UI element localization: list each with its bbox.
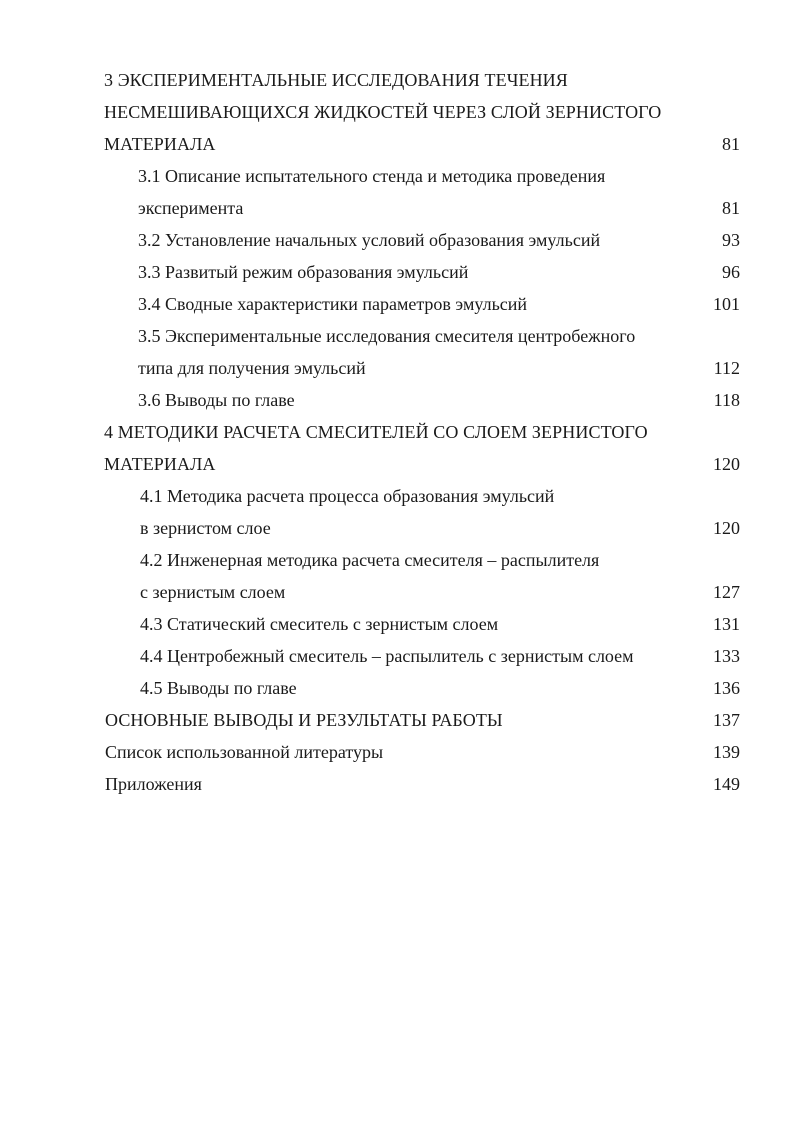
toc-section-4-4-page: 133 <box>713 646 740 666</box>
toc-section-4-1-title-2: в зернистом слое <box>140 518 271 538</box>
toc-appendices-page: 149 <box>713 774 740 794</box>
toc-section-4-2-line-2 <box>0 576 798 608</box>
toc-section-4-1-line-1 <box>0 480 798 512</box>
toc-section-3-1-title-2: эксперимента <box>138 198 244 218</box>
toc-chapter-3-title-3: МАТЕРИАЛА <box>104 134 216 154</box>
toc-section-3-3 <box>0 256 798 288</box>
toc-section-3-6-page: 118 <box>713 390 740 410</box>
table-of-contents <box>0 64 798 800</box>
toc-chapter-3-line-3 <box>0 128 798 160</box>
toc-section-3-1-page: 81 <box>722 198 740 218</box>
toc-section-3-6 <box>0 384 798 416</box>
toc-appendices-title: Приложения <box>105 774 202 794</box>
toc-section-4-3-title: 4.3 Статический смеситель с зернистым слоем <box>140 614 499 634</box>
toc-chapter-4-line-1 <box>0 416 798 448</box>
toc-chapter-4-title-2: МАТЕРИАЛА <box>104 454 216 474</box>
toc-chapter-3-title-1: 3 ЭКСПЕРИМЕНТАЛЬНЫЕ ИССЛЕДОВАНИЯ ТЕЧЕНИЯ <box>104 70 568 90</box>
toc-section-4-2-title-2: с зернистым слоем <box>140 582 286 602</box>
toc-section-4-2-title-1: 4.2 Инженерная методика расчета смесителя – распылителя <box>140 550 600 570</box>
toc-section-4-2-line-1 <box>0 544 798 576</box>
toc-chapter-3-page: 81 <box>722 134 740 154</box>
toc-conclusions-page: 137 <box>713 710 740 730</box>
toc-section-4-1-title-1: 4.1 Методика расчета процесса образования эмульсий <box>140 486 555 506</box>
toc-section-4-5-title: 4.5 Выводы по главе <box>140 678 297 698</box>
toc-chapter-3-title-2: НЕСМЕШИВАЮЩИХСЯ ЖИДКОСТЕЙ ЧЕРЕЗ СЛОЙ ЗЕРНИСТОГО <box>104 102 662 122</box>
toc-chapter-4-page: 120 <box>713 454 740 474</box>
toc-section-4-2-page: 127 <box>713 582 740 602</box>
toc-section-4-5 <box>0 672 798 704</box>
toc-section-3-5-title-2: типа для получения эмульсий <box>138 358 366 378</box>
toc-section-3-4-page: 101 <box>713 294 740 314</box>
toc-references-title: Список использованной литературы <box>105 742 384 762</box>
toc-chapter-4-line-2 <box>0 448 798 480</box>
toc-section-3-4-title: 3.4 Сводные характеристики параметров эмульсий <box>138 294 528 314</box>
toc-conclusions-title: ОСНОВНЫЕ ВЫВОДЫ И РЕЗУЛЬТАТЫ РАБОТЫ <box>105 710 503 730</box>
toc-section-3-1-line-2 <box>0 192 798 224</box>
toc-section-3-5-title-1: 3.5 Экспериментальные исследования смесителя центробежного <box>138 326 636 346</box>
toc-references <box>0 736 798 768</box>
toc-section-3-5-line-1 <box>0 320 798 352</box>
toc-section-4-1-line-2 <box>0 512 798 544</box>
toc-section-4-1-page: 120 <box>713 518 740 538</box>
toc-section-3-5-page: 112 <box>713 358 740 378</box>
toc-conclusions <box>0 704 798 736</box>
toc-section-3-5-line-2 <box>0 352 798 384</box>
toc-references-page: 139 <box>713 742 740 762</box>
toc-section-4-4 <box>0 640 798 672</box>
toc-section-3-3-page: 96 <box>722 262 740 282</box>
toc-section-4-5-page: 136 <box>713 678 740 698</box>
toc-section-3-6-title: 3.6 Выводы по главе <box>138 390 295 410</box>
toc-chapter-4-title-1: 4 МЕТОДИКИ РАСЧЕТА СМЕСИТЕЛЕЙ СО СЛОЕМ ЗЕРНИСТОГО <box>104 422 648 442</box>
toc-section-4-4-title: 4.4 Центробежный смеситель – распылитель с зернистым слоем <box>140 646 634 666</box>
toc-section-3-2-title: 3.2 Установление начальных условий образования эмульсий <box>138 230 601 250</box>
toc-section-4-3-page: 131 <box>713 614 740 634</box>
toc-section-3-2-page: 93 <box>722 230 740 250</box>
toc-section-3-1-title-1: 3.1 Описание испытательного стенда и методика проведения <box>138 166 606 186</box>
toc-appendices <box>0 768 798 800</box>
toc-section-4-3 <box>0 608 798 640</box>
toc-chapter-3-line-2 <box>0 96 798 128</box>
toc-section-3-2 <box>0 224 798 256</box>
toc-section-3-4 <box>0 288 798 320</box>
toc-section-3-1-line-1 <box>0 160 798 192</box>
toc-section-3-3-title: 3.3 Развитый режим образования эмульсий <box>138 262 469 282</box>
toc-chapter-3-line-1 <box>0 64 798 96</box>
